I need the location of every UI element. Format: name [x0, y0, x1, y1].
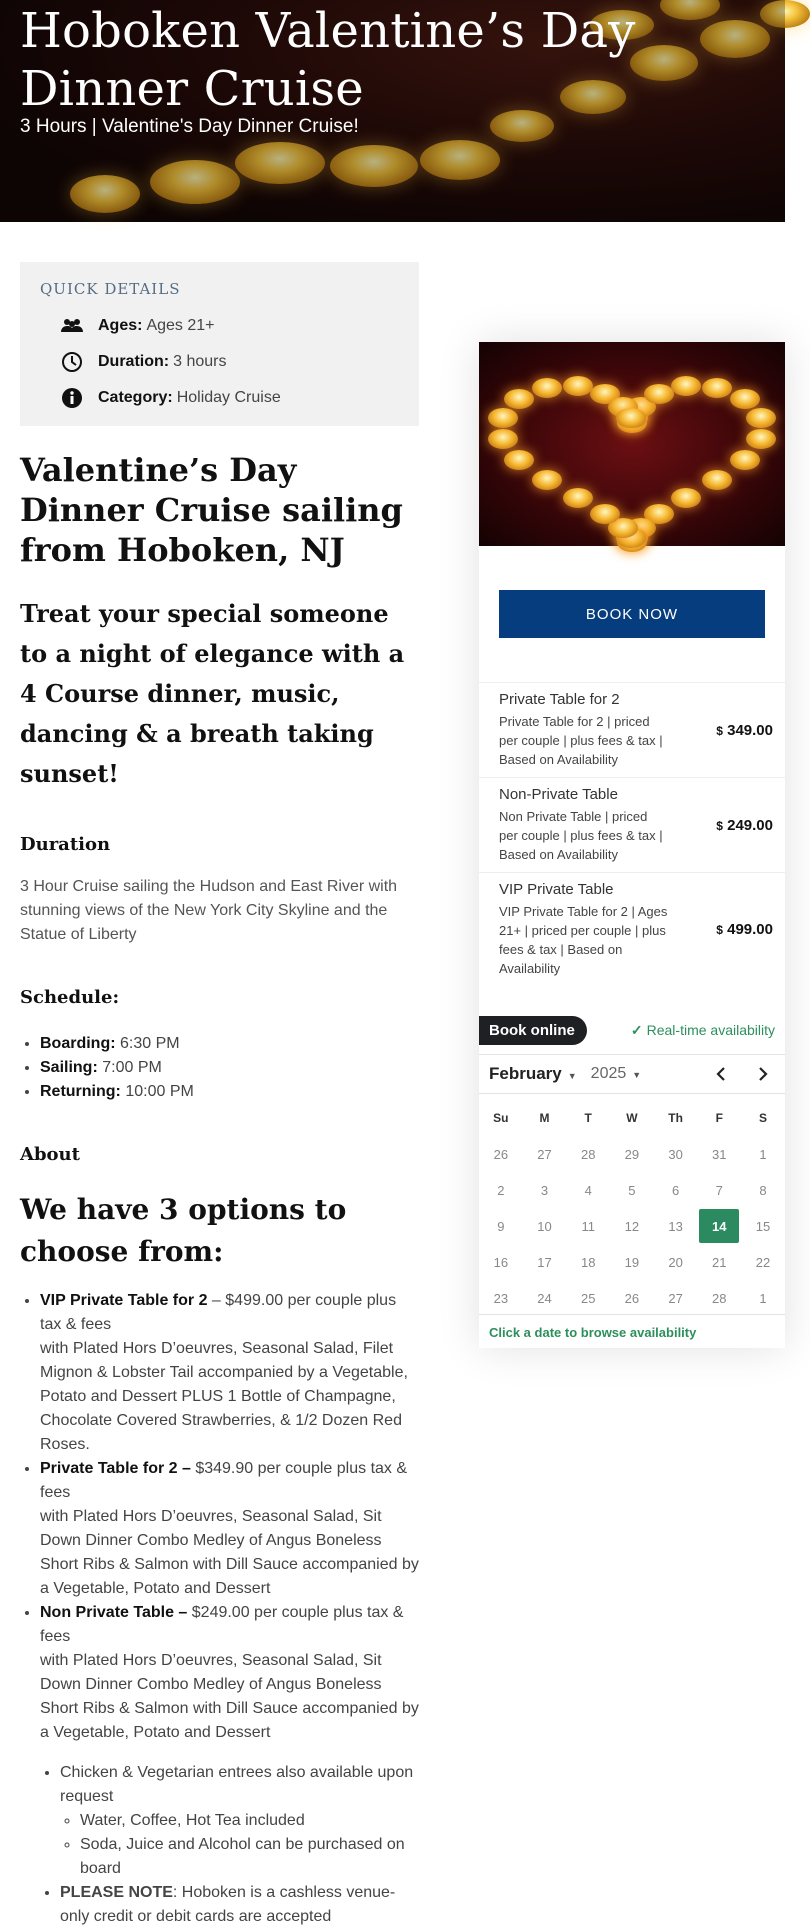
- booking-widget: [479, 342, 785, 1348]
- calendar-week: [479, 1280, 785, 1316]
- book-online-bar: [479, 1014, 785, 1046]
- price-item-non-private[interactable]: Non-Private Table Non Private Table | priced per couple | plus fees & tax | Based on Availability $ 249.00: [479, 777, 785, 872]
- schedule-item-sailing: • Sailing: 7:00 PM: [40, 1056, 420, 1080]
- calendar-day[interactable]: 31: [712, 1146, 727, 1162]
- caret-down-icon: ▼: [567, 1071, 577, 1081]
- book-now-button[interactable]: BOOK NOW: [499, 590, 765, 638]
- quick-detail-ages: Ages: Ages 21+: [40, 308, 399, 344]
- calendar-day[interactable]: 22: [755, 1254, 771, 1270]
- notes-list: [20, 1761, 420, 1929]
- next-month-button[interactable]: [751, 1062, 775, 1086]
- realtime-availability: ✓ Real-time availability: [630, 1021, 775, 1038]
- year-select[interactable]: 2025 ▼: [590, 1065, 642, 1082]
- clock-icon: [58, 351, 86, 373]
- calendar-day[interactable]: 25: [580, 1290, 596, 1306]
- calendar-day[interactable]: 23: [493, 1290, 509, 1306]
- calendar-week: [479, 1136, 785, 1172]
- chevron-left-icon: [715, 1066, 727, 1082]
- calendar-day[interactable]: 17: [537, 1254, 552, 1270]
- calendar-day[interactable]: 29: [624, 1146, 640, 1162]
- price-list: [479, 682, 785, 986]
- quick-details-title: QUICK DETAILS: [40, 280, 181, 298]
- book-online-label: Book online: [479, 1016, 587, 1045]
- candle-decoration: [702, 378, 732, 398]
- calendar-day[interactable]: 13: [668, 1218, 683, 1234]
- calendar-day[interactable]: 27: [668, 1290, 683, 1306]
- tagline: Treat your special someone to a night of elegance with a 4 Course dinner, music, dancing & a breath taking sunset!: [20, 599, 405, 788]
- candle-decoration: [671, 376, 701, 396]
- candle-decoration: [702, 470, 732, 490]
- options-list: [20, 1289, 420, 1745]
- schedule-item-returning: • Returning: 10:00 PM: [40, 1080, 420, 1104]
- prev-month-button[interactable]: [709, 1062, 733, 1086]
- calendar-day[interactable]: 15: [755, 1218, 771, 1234]
- calendar-grid: [479, 1100, 785, 1316]
- calendar-day[interactable]: 6: [671, 1182, 680, 1198]
- calendar-day[interactable]: 26: [493, 1146, 509, 1162]
- calendar-day[interactable]: 1: [759, 1146, 767, 1162]
- candle-decoration: [563, 376, 593, 396]
- calendar-day[interactable]: 12: [624, 1218, 640, 1234]
- duration-text: 3 Hour Cruise sailing the Hudson and East River with stunning views of the New York City Skyline and the Statue of Liberty: [20, 878, 398, 943]
- calendar-day[interactable]: 20: [668, 1254, 683, 1270]
- hero-banner: [0, 0, 785, 222]
- main-content: [20, 450, 420, 1929]
- calendar-day[interactable]: 11: [581, 1218, 595, 1234]
- calendar-week: [479, 1208, 785, 1244]
- page-subtitle: 3 Hours | Valentine's Day Dinner Cruise!: [20, 116, 359, 137]
- calendar-day[interactable]: 4: [584, 1182, 592, 1198]
- option-private: • Private Table for 2 – $349.90 per couple plus tax & fees with Plated Hors D’oeuvres, Seasonal Salad, Sit Down Dinner Combo Medley of Angus Boneless Short Ribs & Salmon with Dill Sauce accompanied by a Vegetable, Potato and Dessert: [40, 1457, 420, 1601]
- calendar-day[interactable]: 26: [624, 1290, 640, 1306]
- calendar-week: [479, 1244, 785, 1280]
- calendar-day[interactable]: 9: [497, 1218, 505, 1234]
- calendar-day[interactable]: 2: [497, 1182, 505, 1198]
- chevron-right-icon: [757, 1066, 769, 1082]
- candle-decoration: [730, 389, 760, 409]
- calendar-day[interactable]: 18: [580, 1254, 596, 1270]
- price-amount: $ 349.00: [716, 721, 773, 739]
- duration-heading: Duration: [20, 834, 111, 855]
- caret-down-icon: ▼: [632, 1070, 642, 1080]
- calendar-day[interactable]: 7: [715, 1182, 723, 1198]
- note-cashless: • PLEASE NOTE: Hoboken is a cashless venue- only credit or debit cards are accepted: [60, 1881, 420, 1929]
- calendar-day[interactable]: 24: [537, 1290, 552, 1306]
- calendar-weekdays: Su M T W Th F S: [493, 1111, 767, 1125]
- candle-decoration: [563, 488, 593, 508]
- schedule-heading: Schedule:: [20, 987, 120, 1008]
- candle-decoration: [730, 450, 760, 470]
- candle-decoration: [746, 429, 776, 449]
- price-item-private[interactable]: Private Table for 2 Private Table for 2 | priced per couple | plus fees & tax | Based on Availability $ 349.00: [479, 682, 785, 777]
- option-non-private: • Non Private Table – $249.00 per couple plus tax & fees with Plated Hors D’oeuvres, Seasonal Salad, Sit Down Dinner Combo Medley of Angus Boneless Short Ribs & Salmon with Dill Sauce accompanied by a Vegetable, Potato and Dessert: [40, 1601, 420, 1745]
- info-icon: [58, 387, 86, 409]
- check-icon: ✓: [630, 1021, 643, 1038]
- calendar-hint: Click a date to browse availability: [479, 1314, 785, 1350]
- calendar-day[interactable]: 30: [668, 1146, 683, 1162]
- candle-decoration: [671, 488, 701, 508]
- quick-detail-duration: Duration: 3 hours: [40, 344, 399, 380]
- schedule-item-boarding: • Boarding: 6:30 PM: [40, 1032, 420, 1056]
- calendar-week: [479, 1172, 785, 1208]
- price-amount: $ 499.00: [716, 921, 773, 938]
- calendar-day[interactable]: 5: [628, 1182, 636, 1198]
- calendar-day[interactable]: [697, 1208, 741, 1244]
- note-entrees: • Chicken & Vegetarian entrees also available upon request ◦ Water, Coffee, Hot Tea included ◦ Soda, Juice and Alcohol can be purchased on board: [60, 1761, 420, 1881]
- page-title: Hoboken Valentine’s Day Dinner Cruise: [20, 3, 636, 117]
- calendar-day-selected[interactable]: 14: [699, 1209, 739, 1243]
- candle-decoration: [504, 389, 534, 409]
- heart-candles-image: [479, 342, 785, 546]
- note-drinks-included: ◦ Water, Coffee, Hot Tea included: [80, 1809, 420, 1833]
- candle-decoration: [504, 450, 534, 470]
- users-icon: [58, 318, 86, 334]
- calendar-day[interactable]: 28: [712, 1290, 727, 1306]
- candle-decoration: [746, 408, 776, 428]
- about-heading: About: [20, 1144, 80, 1165]
- candle-decoration: [488, 408, 518, 428]
- calendar-day[interactable]: 1: [759, 1290, 767, 1306]
- calendar-day[interactable]: 3: [540, 1182, 549, 1198]
- candle-decoration: [532, 470, 562, 490]
- schedule-list: [20, 1032, 420, 1104]
- calendar-day[interactable]: 10: [537, 1218, 552, 1234]
- month-select[interactable]: February ▼: [489, 1064, 577, 1083]
- quick-detail-category: Category: Holiday Cruise: [40, 380, 399, 416]
- calendar-day[interactable]: 8: [759, 1182, 767, 1198]
- price-item-vip[interactable]: VIP Private Table VIP Private Table for 2 | Ages 21+ | priced per couple | plus fees & tax | Based on Availability $ 499.00: [479, 872, 785, 986]
- quick-details-panel: [20, 262, 419, 426]
- calendar-day[interactable]: 16: [493, 1254, 509, 1270]
- options-heading: We have 3 options to choose from:: [20, 1193, 347, 1268]
- option-vip: • VIP Private Table for 2 – $499.00 per couple plus tax & fees with Plated Hors D’oeuvres, Seasonal Salad, Filet Mignon & Lobster Tail accompanied by a Vegetable, Potato and Dessert PLUS 1 Bottle of Champagne, Chocolate Covered Strawberries, & 1/2 Dozen Red Roses.: [40, 1289, 420, 1457]
- calendar-day[interactable]: 21: [712, 1254, 727, 1270]
- price-amount: $ 249.00: [716, 816, 773, 834]
- calendar-day[interactable]: 27: [537, 1146, 552, 1162]
- calendar-day[interactable]: 19: [624, 1254, 640, 1270]
- calendar-day[interactable]: 28: [580, 1146, 596, 1162]
- calendar-header: [479, 1054, 785, 1094]
- note-drinks-purchase: ◦ Soda, Juice and Alcohol can be purchased on board: [80, 1833, 420, 1881]
- candle-decoration: [644, 384, 674, 404]
- candle-decoration: [488, 429, 518, 449]
- content-heading: Valentine’s Day Dinner Cruise sailing from Hoboken, NJ: [20, 451, 403, 569]
- candle-decoration: [532, 378, 562, 398]
